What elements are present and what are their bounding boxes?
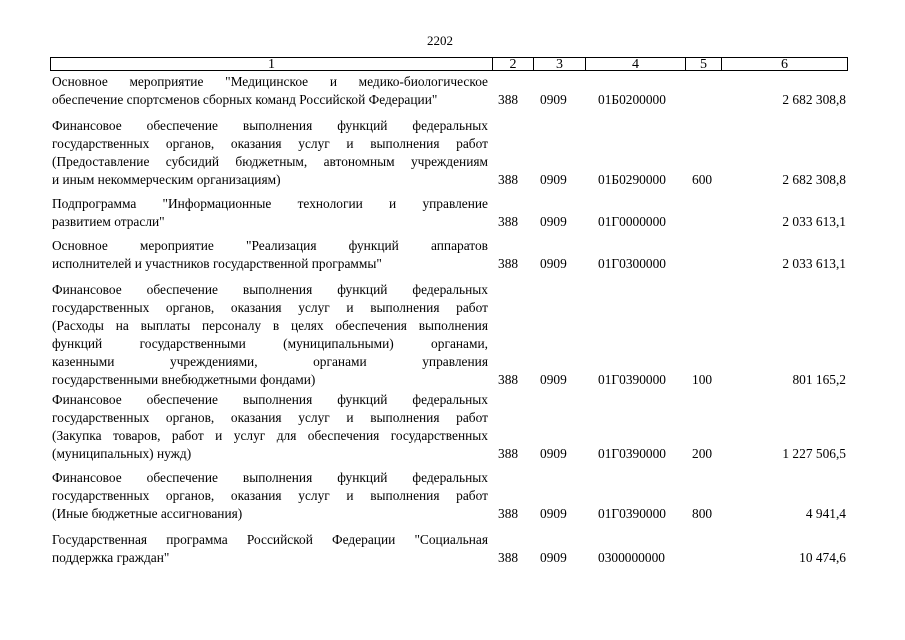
cell-c3: 0909 xyxy=(540,214,567,229)
description-line: обеспечение спортсменов сборных команд Российской Федерации" xyxy=(52,92,438,107)
row-description xyxy=(52,195,488,231)
description-line: Основное мероприятие "Медицинское и медико-биологическое xyxy=(52,74,488,89)
description-line: функций государственными (муниципальными) органами, xyxy=(52,336,488,351)
column-header: 1 xyxy=(50,57,493,71)
description-line: и иным некоммерческим организациям) xyxy=(52,172,281,187)
description-line: государственных органов, оказания услуг и выполнения работ xyxy=(52,410,488,425)
description-line: поддержка граждан" xyxy=(52,550,170,565)
cell-c6: 1 227 506,5 xyxy=(782,446,846,461)
description-line: (Расходы на выплаты персоналу в целях обеспечения выполнения xyxy=(52,318,488,333)
column-header: 5 xyxy=(685,57,722,71)
cell-c4: 01Г0390000 xyxy=(598,372,666,387)
description-line: Основное мероприятие "Реализация функций аппаратов xyxy=(52,238,488,253)
cell-c6: 4 941,4 xyxy=(805,506,846,521)
description-line: (Предоставление субсидий бюджетным, автономным учреждениям xyxy=(52,154,488,169)
cell-c3: 0909 xyxy=(540,550,567,565)
description-line: (муниципальных) нужд) xyxy=(52,446,192,461)
cell-c3: 0909 xyxy=(540,256,567,271)
description-line: казенными учреждениями, органами управления xyxy=(52,354,488,369)
cell-c3: 0909 xyxy=(540,446,567,461)
cell-c6: 801 165,2 xyxy=(792,372,846,387)
cell-c6: 2 033 613,1 xyxy=(782,214,846,229)
description-line: Государственная программа Российской Федерации "Социальная xyxy=(52,532,488,547)
description-line: Подпрограмма "Информационные технологии и управление xyxy=(52,196,488,211)
column-header: 2 xyxy=(492,57,534,71)
column-header: 6 xyxy=(721,57,848,71)
cell-c5: 200 xyxy=(692,446,713,461)
cell-c2: 388 xyxy=(498,256,519,271)
description-line: развитием отрасли" xyxy=(52,214,165,229)
cell-c5: 100 xyxy=(692,372,713,387)
column-header: 4 xyxy=(585,57,686,71)
description-line: Финансовое обеспечение выполнения функций федеральных xyxy=(52,118,488,133)
page-number: 2202 xyxy=(427,33,453,48)
description-line: (Закупка товаров, работ и услуг для обеспечения государственных xyxy=(52,428,488,443)
cell-c2: 388 xyxy=(498,446,519,461)
description-line: (Иные бюджетные ассигнования) xyxy=(52,506,243,521)
cell-c3: 0909 xyxy=(540,92,567,107)
cell-c6: 2 682 308,8 xyxy=(782,172,846,187)
description-line: государственных органов, оказания услуг и выполнения работ xyxy=(52,136,488,151)
row-description xyxy=(52,531,488,567)
description-line: Финансовое обеспечение выполнения функций федеральных xyxy=(52,282,488,297)
row-description xyxy=(52,237,488,273)
cell-c6: 10 474,6 xyxy=(799,550,846,565)
description-line: государственными внебюджетными фондами) xyxy=(52,372,316,387)
row-description xyxy=(52,117,488,189)
row-description xyxy=(52,281,488,389)
cell-c4: 01Б0290000 xyxy=(598,172,666,187)
description-line: Финансовое обеспечение выполнения функций федеральных xyxy=(52,392,488,407)
column-header: 3 xyxy=(533,57,586,71)
cell-c4: 01Б0200000 xyxy=(598,92,666,107)
cell-c5: 800 xyxy=(692,506,713,521)
cell-c5: 600 xyxy=(692,172,713,187)
row-description xyxy=(52,73,488,109)
description-line: государственных органов, оказания услуг и выполнения работ xyxy=(52,300,488,315)
description-line: Финансовое обеспечение выполнения функций федеральных xyxy=(52,470,488,485)
cell-c4: 01Г0390000 xyxy=(598,446,666,461)
row-description xyxy=(52,469,488,523)
cell-c2: 388 xyxy=(498,372,519,387)
cell-c2: 388 xyxy=(498,172,519,187)
cell-c2: 388 xyxy=(498,550,519,565)
row-description xyxy=(52,391,488,463)
cell-c4: 01Г0000000 xyxy=(598,214,666,229)
cell-c6: 2 033 613,1 xyxy=(782,256,846,271)
cell-c6: 2 682 308,8 xyxy=(782,92,846,107)
description-line: исполнителей и участников государственной программы" xyxy=(52,256,382,271)
description-line: государственных органов, оказания услуг и выполнения работ xyxy=(52,488,488,503)
cell-c4: 0300000000 xyxy=(598,550,665,565)
cell-c2: 388 xyxy=(498,92,519,107)
cell-c4: 01Г0300000 xyxy=(598,256,666,271)
cell-c3: 0909 xyxy=(540,372,567,387)
cell-c2: 388 xyxy=(498,214,519,229)
cell-c2: 388 xyxy=(498,506,519,521)
cell-c4: 01Г0390000 xyxy=(598,506,666,521)
cell-c3: 0909 xyxy=(540,506,567,521)
cell-c3: 0909 xyxy=(540,172,567,187)
